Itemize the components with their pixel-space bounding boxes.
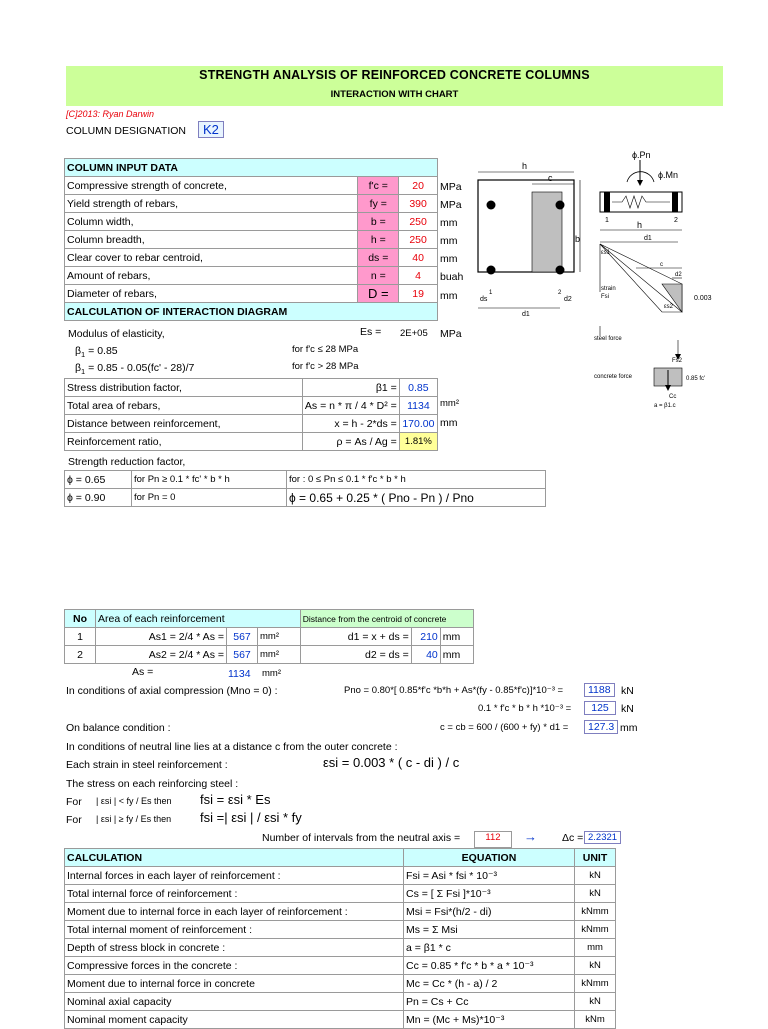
input-value[interactable]: 390 <box>399 195 438 213</box>
unit-cell: kN <box>575 867 616 885</box>
beta-b-value: 0.85 - 0.05(fc' - 28)/7 <box>97 362 195 374</box>
strain-label: Each strain in steel reinforcement : <box>66 759 228 771</box>
label-c: c <box>548 173 553 183</box>
label-c2: c <box>660 262 663 268</box>
area-unit: mm² <box>440 398 459 409</box>
row-dvalue: 210 <box>411 628 440 646</box>
rebar <box>556 266 565 275</box>
phi2: ϕ = 0.90 <box>65 489 132 507</box>
dist-value: 170.00 <box>399 415 437 433</box>
phi-range: for : 0 ≤ Pn ≤ 0.1 * f'c * b * h <box>287 471 546 489</box>
unit-cell: kNmm <box>575 921 616 939</box>
label-b: b <box>575 234 581 244</box>
input-label: Compressive strength of concrete, <box>65 177 358 195</box>
label-d1b: d1 <box>644 235 652 242</box>
label-ds: ds <box>480 296 488 303</box>
equation-cell: Cs = [ Σ Fsi ]*10⁻³ <box>404 885 575 903</box>
total-as-value: 1134 <box>228 668 251 680</box>
designation-label: COLUMN DESIGNATION <box>66 125 186 137</box>
label-phiMn: ϕ.Mn <box>658 170 679 180</box>
row-dformula: d1 = x + ds = <box>300 628 411 646</box>
label-2b: 2 <box>674 217 678 224</box>
beta-b-cond: for f'c > 28 MPa <box>292 361 359 372</box>
unit-cell: kNmm <box>575 975 616 993</box>
equation-cell: Ms = Σ Msi <box>404 921 575 939</box>
area-formula: As = n * π / 4 * D² = <box>302 397 399 415</box>
beta-a-value: 0.85 <box>97 345 118 357</box>
calculation-table <box>64 848 616 1029</box>
label-d2: d2 <box>564 296 572 303</box>
cond2: | εsi | ≥ fy / Es then <box>96 814 172 824</box>
rebar <box>556 201 565 210</box>
rebar <box>487 266 496 275</box>
reinforcement-table <box>64 609 474 664</box>
label-fsi: Fsi <box>601 294 609 300</box>
dist-formula: x = h - 2*ds = <box>302 415 399 433</box>
row-no: 2 <box>65 646 96 664</box>
beta-a-cond: for f'c ≤ 28 MPa <box>292 344 359 355</box>
input-table <box>64 158 438 321</box>
row-unit: mm² <box>258 646 301 664</box>
p01-formula: 0.1 * f'c * b * h *10⁻³ = <box>478 703 572 714</box>
unit: mm <box>440 253 458 265</box>
calc-cell: Nominal axial capacity <box>65 993 404 1011</box>
phi1: ϕ = 0.65 <box>65 471 132 489</box>
input-label: Yield strength of rebars, <box>65 195 358 213</box>
col-calc: CALCULATION <box>65 849 404 867</box>
cb-unit: mm <box>620 722 638 734</box>
col-equation: EQUATION <box>404 849 575 867</box>
dist-unit: mm <box>440 417 458 429</box>
cond1: | εsi | < fy / Es then <box>96 796 172 806</box>
axial-label: In conditions of axial compression (Mno = 0) : <box>66 685 278 697</box>
label-d2b: d2 <box>675 272 682 278</box>
stress-value: 0.85 <box>399 379 437 397</box>
pno-unit: kN <box>621 685 634 697</box>
label-strain: strain <box>601 286 616 292</box>
dist-label: Distance between reinforcement, <box>65 415 303 433</box>
input-value[interactable]: 40 <box>399 249 438 267</box>
area-label: Total area of rebars, <box>65 397 303 415</box>
unit: buah <box>440 271 464 283</box>
row-value: 567 <box>227 628 258 646</box>
calc-cell: Moment due to internal force in each layer of reinforcement : <box>65 903 404 921</box>
label-fs2: Fs2 <box>672 358 683 364</box>
equation-cell: Pn = Cs + Cc <box>404 993 575 1011</box>
input-symbol: n = <box>358 267 399 285</box>
unit: mm <box>440 290 458 302</box>
stress-symbol: β1 = <box>302 379 399 397</box>
dc-label: Δc = <box>562 832 584 844</box>
modulus-unit: MPa <box>440 328 462 340</box>
input-symbol: h = <box>358 231 399 249</box>
unit: MPa <box>440 199 462 211</box>
equation-cell: Mc = Cc * (h - a) / 2 <box>404 975 575 993</box>
row-formula: As2 = 2/4 * As = <box>96 646 227 664</box>
label-es2: εs2 <box>664 304 674 310</box>
label-h2: h <box>637 220 643 230</box>
col-unit: UNIT <box>575 849 616 867</box>
input-label: Column breadth, <box>65 231 358 249</box>
for1: For <box>66 796 82 808</box>
label-d1: d1 <box>522 311 530 318</box>
input-symbol: b = <box>358 213 399 231</box>
area-value: 1134 <box>399 397 437 415</box>
calc-cell: Internal forces in each layer of reinforcement : <box>65 867 404 885</box>
phi1-cond: for Pn ≥ 0.1 * fc' * b * h <box>132 471 287 489</box>
dc-value: 2.2321 <box>584 831 621 844</box>
col-distance: Distance from the centroid of concrete <box>300 610 473 628</box>
phi2-cond: for Pn = 0 <box>132 489 287 507</box>
srf-label: Strength reduction factor, <box>68 456 186 468</box>
intervals-input[interactable]: 112 <box>474 831 512 848</box>
column-diagram <box>472 144 722 414</box>
cb-formula: c = cb = 600 / (600 + fy) * d1 = <box>440 722 569 733</box>
calc-cell: Moment due to internal force in concrete <box>65 975 404 993</box>
balance-label: On balance condition : <box>66 722 171 734</box>
row-unit: mm² <box>258 628 301 646</box>
unit-cell: kNmm <box>575 903 616 921</box>
input-value[interactable]: 20 <box>399 177 438 195</box>
row-dunit: mm <box>440 646 473 664</box>
label-1: 1 <box>489 290 493 296</box>
input-value[interactable]: 19 <box>399 285 438 303</box>
copyright-text: [C]2013: Ryan Darwin <box>66 109 155 119</box>
total-as-unit: mm² <box>262 668 281 679</box>
input-symbol: ds = <box>358 249 399 267</box>
label-eps1: εs1 <box>601 250 611 256</box>
res2: fsi =| εsi | / εsi * fy <box>200 810 302 825</box>
label-085: 0.85 fc' <box>686 376 706 382</box>
row-dvalue: 40 <box>411 646 440 664</box>
phi-table <box>64 470 546 507</box>
input-label: Clear cover to rebar centroid, <box>65 249 358 267</box>
label-phiPn: ϕ.Pn <box>632 150 651 160</box>
pno-value: 1188 <box>584 683 615 697</box>
label-1b: 1 <box>605 217 609 224</box>
row-value: 567 <box>227 646 258 664</box>
intervals-label: Number of intervals from the neutral axis = <box>262 832 461 844</box>
unit: mm <box>440 235 458 247</box>
rebar <box>487 201 496 210</box>
neutral-label: In conditions of neutral line lies at a distance c from the outer concrete : <box>66 741 398 753</box>
equation-cell: Mn = (Mc + Ms)*10⁻³ <box>404 1011 575 1029</box>
page-subtitle: INTERACTION WITH CHART <box>330 89 459 100</box>
input-symbol: fy = <box>358 195 399 213</box>
input-header: COLUMN INPUT DATA <box>65 159 438 177</box>
stress-label: The stress on each reinforcing steel : <box>66 778 239 790</box>
unit-cell: kN <box>575 957 616 975</box>
modulus-label: Modulus of elasticity, <box>68 328 165 340</box>
row-no: 1 <box>65 628 96 646</box>
equation-cell: Fsi = Asi * fsi * 10⁻³ <box>404 867 575 885</box>
col-area: Area of each reinforcement <box>96 610 301 628</box>
modulus-symbol: Es = <box>360 326 382 338</box>
total-as-label: As = <box>132 666 154 678</box>
res1: fsi = εsi * Es <box>200 792 271 807</box>
designation-value[interactable]: K2 <box>198 121 224 138</box>
cb-value: 127.3 <box>584 720 618 734</box>
label-a: a = β1.c <box>654 403 676 409</box>
unit-cell: kN <box>575 885 616 903</box>
input-value[interactable]: 250 <box>399 213 438 231</box>
calc-cell: Total internal force of reinforcement : <box>65 885 404 903</box>
ratio-value: 1.81% <box>399 433 437 451</box>
unit: MPa <box>440 181 462 193</box>
equation-cell: Msi = Fsi*(h/2 - di) <box>404 903 575 921</box>
ratio-formula: ρ = As / Ag = <box>302 433 399 451</box>
calc-cell: Depth of stress block in concrete : <box>65 939 404 957</box>
input-value[interactable]: 250 <box>399 231 438 249</box>
row-dformula: d2 = ds = <box>300 646 411 664</box>
p01-unit: kN <box>621 703 634 715</box>
row-dunit: mm <box>440 628 473 646</box>
calc-cell: Compressive forces in the concrete : <box>65 957 404 975</box>
beta-a-label: $\beta_1 = 0.85$ <box>75 345 118 360</box>
label-2: 2 <box>558 290 562 296</box>
label-steel: steel force <box>594 336 622 342</box>
equation-cell: Cc = 0.85 * f'c * b * a * 10⁻³ <box>404 957 575 975</box>
input-value[interactable]: 4 <box>399 267 438 285</box>
modulus-value: 2E+05 <box>400 328 428 339</box>
unit-cell: kNm <box>575 1011 616 1029</box>
input-label: Column width, <box>65 213 358 231</box>
page-title: STRENGTH ANALYSIS OF REINFORCED CONCRETE COLUMNS <box>199 68 590 82</box>
pno-formula: Pno = 0.80*[ 0.85*f'c *b*h + As*(fy - 0.85*f'c)]*10⁻³ = <box>344 685 564 696</box>
ratio-label: Reinforcement ratio, <box>65 433 303 451</box>
beta-b-label: $\beta_1 = 0.85 - 0.05(fc' - 28)/7$ <box>75 362 195 377</box>
col-no: No <box>65 610 96 628</box>
for2: For <box>66 814 82 826</box>
input-label: Diameter of rebars, <box>65 285 358 303</box>
label-h: h <box>522 161 528 171</box>
unit-cell: mm <box>575 939 616 957</box>
label-0003: 0.003 <box>694 295 712 302</box>
input-symbol: D = <box>358 285 399 303</box>
row-formula: As1 = 2/4 * As = <box>96 628 227 646</box>
factors-table <box>64 378 438 451</box>
phi-formula: ϕ = 0.65 + 0.25 * ( Pno - Pn ) / Pno <box>287 489 546 507</box>
arrow-icon: → <box>524 829 537 844</box>
equation-cell: a = β1 * c <box>404 939 575 957</box>
calc-cell: Nominal moment capacity <box>65 1011 404 1029</box>
calc-cell: Total internal moment of reinforcement : <box>65 921 404 939</box>
interaction-header: CALCULATION OF INTERACTION DIAGRAM <box>65 303 438 321</box>
strain-formula: εsi = 0.003 * ( c - di ) / c <box>323 755 460 770</box>
label-cc: Cc <box>669 394 677 400</box>
input-symbol: f'c = <box>358 177 399 195</box>
stress-label: Stress distribution factor, <box>65 379 303 397</box>
label-concrete: concrete force <box>594 374 633 380</box>
input-label: Amount of rebars, <box>65 267 358 285</box>
unit-cell: kN <box>575 993 616 1011</box>
p01-value: 125 <box>584 701 616 715</box>
unit: mm <box>440 217 458 229</box>
